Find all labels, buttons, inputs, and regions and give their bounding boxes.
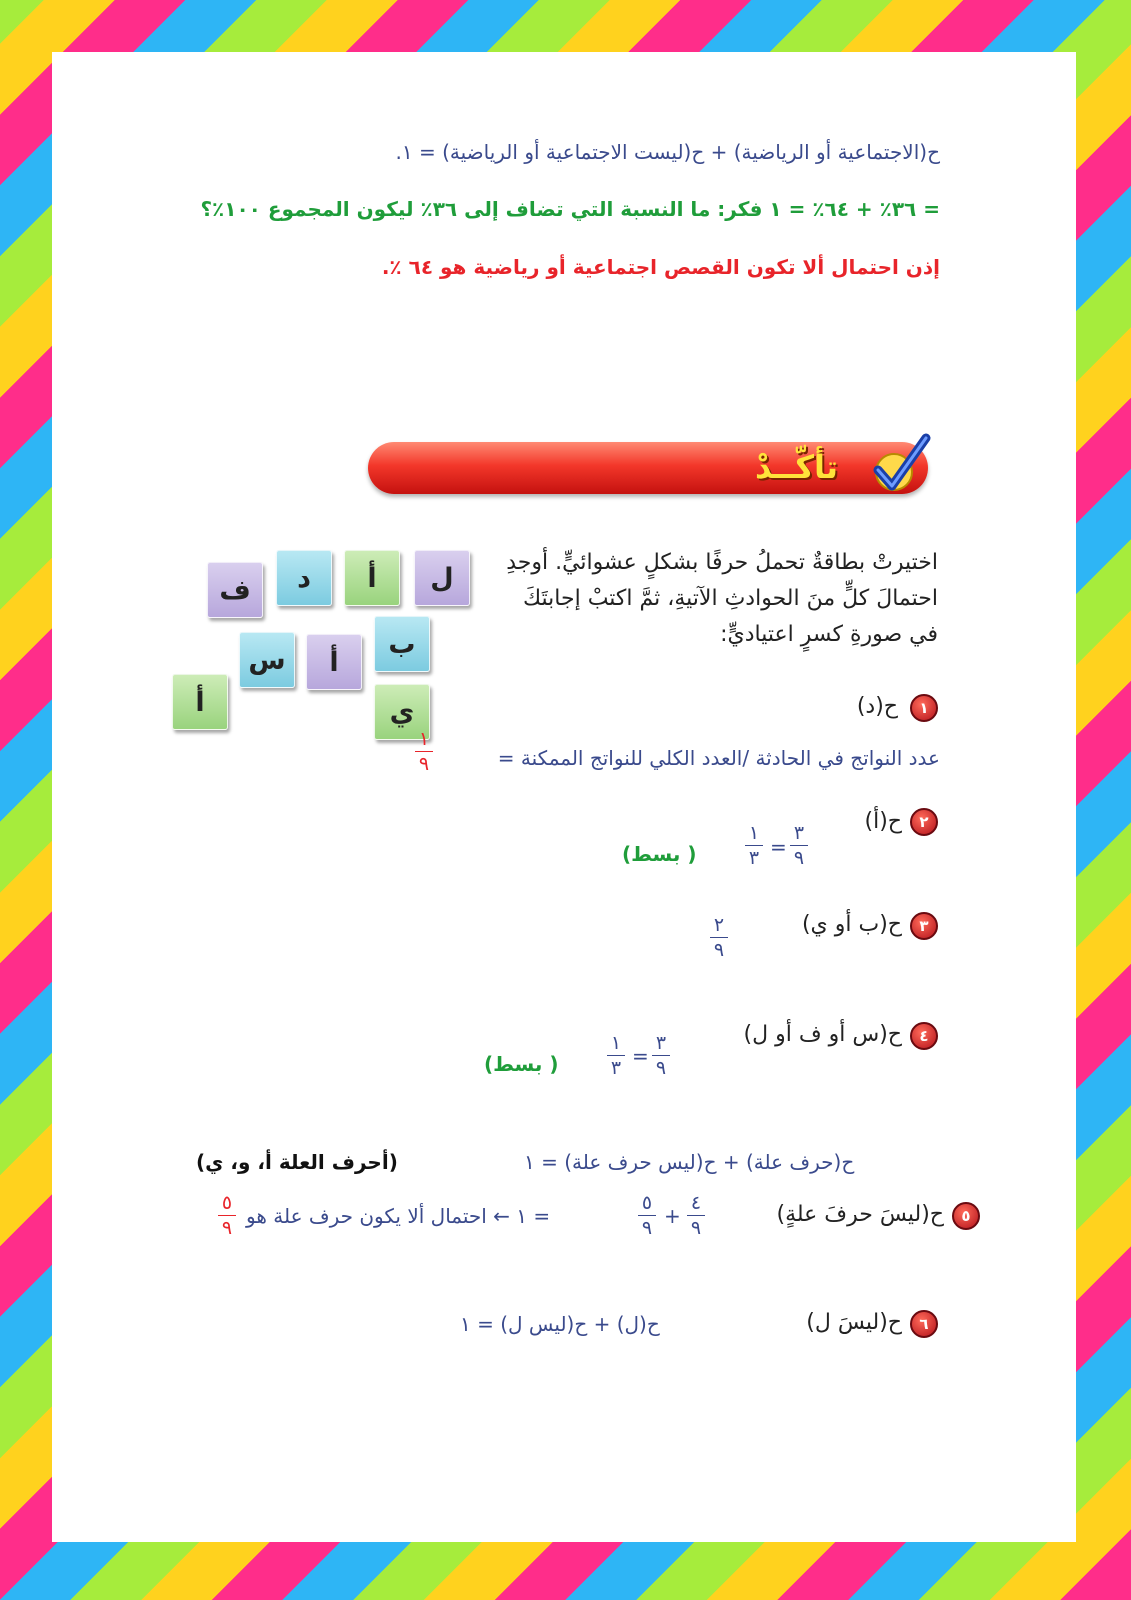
question-number-3: ٣ [910,912,938,940]
intro-line-1: ح(الاجتماعية أو الرياضية) + ح(ليست الاجتماعية أو الرياضية) = ١. [395,140,940,164]
q5-fraction-2 [638,1192,656,1239]
problem-line-3: في صورةِ كسرٍ اعتياديٍّ: [720,622,938,647]
letter-card: ل [414,550,470,606]
q2-fraction-1 [790,822,808,869]
fraction-denominator: ٩ [713,939,725,961]
q4-label: ح(س أو ف أو ل) [743,1022,902,1047]
letter-card: ب [374,616,430,672]
q5-plus: + [664,1204,681,1228]
q5-label: ح(ليسَ حرفَ علةٍ) [776,1202,944,1227]
q2-label: ح(أ) [864,809,902,834]
q6-label: ح(ليسَ ل) [806,1310,902,1335]
fraction-denominator: ٩ [793,847,805,869]
question-number-4: ٤ [910,1022,938,1050]
q2-note: ( بسط) [622,842,697,866]
q4-note: ( بسط) [484,1052,559,1076]
section-banner [368,442,928,494]
fraction-numerator: ١ [418,728,430,750]
letter-card: ي [374,684,430,740]
problem-line-1: اختيرتْ بطاقةٌ تحملُ حرفًا بشكلٍ عشوائيٍّ. أوجدِ [506,550,938,575]
letter-card: أ [306,634,362,690]
problem-line-2: احتمالَ كلٍّ منَ الحوادثِ الآتيةِ، ثمَّ اكتبْ إجابتَكَ [522,586,938,611]
fraction-numerator: ٣ [793,822,805,844]
question-number-6: ٦ [910,1310,938,1338]
q5-vowels-note: (أحرف العلة أ، و، ي) [196,1150,398,1174]
q4-equals: = [632,1044,649,1068]
q6-work: ح(ل) + ح(ليس ل) = ١ [460,1312,660,1336]
fraction-denominator: ٩ [641,1217,653,1239]
q5-rule: ح(حرف علة) + ح(ليس حرف علة) = ١ [524,1150,855,1174]
q1-work: عدد النواتج في الحادثة /العدد الكلي للنواتج الممكنة = [497,746,940,770]
fraction-numerator: ٢ [713,914,725,936]
intro-line-2: = ٣٦٪ + ٦٤٪ = ١ فكر: ما النسبة التي تضاف إلى ٣٦٪ ليكون المجموع ١٠٠٪؟ [200,197,940,221]
fraction-numerator: ١ [748,822,760,844]
fraction-denominator: ٩ [221,1217,233,1239]
question-number-1: ١ [910,694,938,722]
intro-line-3: إذن احتمال ألا تكون القصص اجتماعية أو رياضية هو ٦٤ ٪. [381,255,940,279]
fraction-denominator: ٣ [610,1057,622,1079]
fraction-denominator: ٩ [418,753,430,775]
fraction-denominator: ٣ [748,847,760,869]
q5-answer-fraction [218,1192,236,1239]
q3-label: ح(ب أو ي) [801,912,902,937]
q1-label: ح(د) [856,694,898,719]
fraction-denominator: ٩ [655,1057,667,1079]
q2-fraction-2 [745,822,763,869]
worksheet-page [52,52,1076,1542]
q5-fraction-1 [687,1192,705,1239]
letter-card: س [239,632,295,688]
q3-fraction [710,914,728,961]
question-number-2: ٢ [910,808,938,836]
fraction-denominator: ٩ [690,1217,702,1239]
q2-equals: = [770,835,787,859]
question-number-5: ٥ [952,1202,980,1230]
letter-card: ف [207,562,263,618]
q4-fraction-1 [652,1032,670,1079]
letter-card: د [276,550,332,606]
q1-answer-fraction [415,728,433,775]
fraction-numerator: ٥ [221,1192,233,1214]
fraction-numerator: ٥ [641,1192,653,1214]
fraction-numerator: ١ [610,1032,622,1054]
letter-card: أ [344,550,400,606]
q4-fraction-2 [607,1032,625,1079]
q5-conclusion: = ١ ← احتمال ألا يكون حرف علة هو [246,1204,551,1228]
banner-title: تأكّــدْ [755,448,838,486]
checkmark-icon [864,430,934,500]
fraction-numerator: ٤ [690,1192,702,1214]
letter-card: أ [172,674,228,730]
fraction-numerator: ٣ [655,1032,667,1054]
